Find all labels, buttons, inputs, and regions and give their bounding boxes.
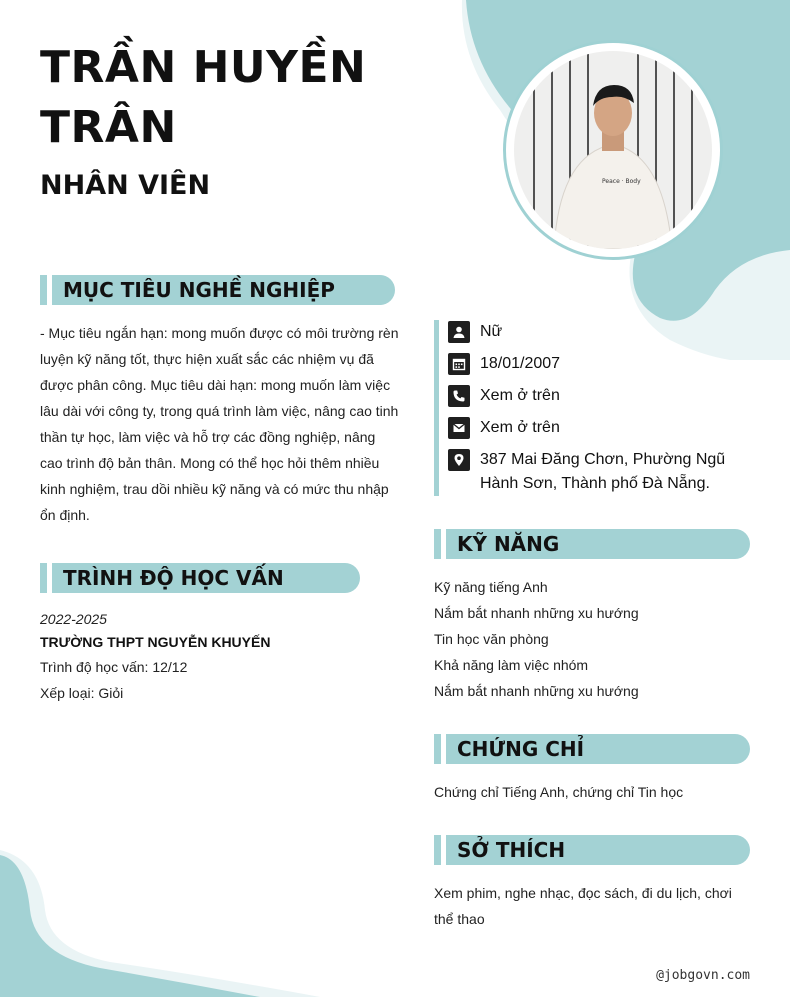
objective-text: - Mục tiêu ngắn hạn: mong muốn được có môi trường rèn luyện kỹ năng tốt, thực hiện xuất sắc các nhiệm vụ đã được phân công. Mục tiêu dài hạn: mong muốn làm việc lâu dài với công ty, trong quá trình làm việc, nâng cao tinh thần tự học, làm việc và hỗ trợ các đồng nghiệp, nâng cao trình độ bản thân. Mong có thể học hỏi thêm nhiều kinh nghiệm, trau dồi nhiều kỹ năng và có mức thu nhập ổn định.: [40, 325, 399, 523]
education-heading: TRÌNH ĐỘ HỌC VẤN: [40, 563, 360, 593]
contact-gender: Nữ: [439, 320, 759, 344]
bottom-left-blob: [0, 850, 320, 997]
contact-address: 387 Mai Đăng Chơn, Phường Ngũ Hành Sơn, Thành phố Đà Nẵng.: [439, 448, 759, 496]
contact-phone: Xem ở trên: [439, 384, 759, 408]
candidate-name-line2: TRÂN: [40, 102, 177, 153]
objective-heading: MỤC TIÊU NGHỀ NGHIỆP: [40, 275, 395, 305]
education-level: Trình độ học vấn: 12/12: [40, 659, 188, 675]
hobbies-heading: SỞ THÍCH: [434, 835, 750, 865]
contact-email: Xem ở trên: [439, 416, 759, 440]
skills-heading: KỸ NĂNG: [434, 529, 750, 559]
calendar-icon: [448, 353, 470, 375]
job-title: NHÂN VIÊN: [40, 170, 211, 201]
list-item: Kỹ năng tiếng Anh: [434, 579, 548, 595]
svg-text:Peace · Body: Peace · Body: [602, 178, 641, 185]
list-item: Tin học văn phòng: [434, 631, 549, 647]
contact-birthday: 18/01/2007: [439, 352, 759, 376]
person-icon: [448, 321, 470, 343]
location-pin-icon: [448, 449, 470, 471]
skills-list: [434, 574, 754, 704]
certificates-heading: CHỨNG CHỈ: [434, 734, 750, 764]
candidate-name: [40, 38, 420, 158]
education-years: 2022-2025: [40, 611, 107, 627]
education-entry: [40, 608, 400, 706]
avatar: [514, 51, 712, 249]
certificates-text: Chứng chỉ Tiếng Anh, chứng chỉ Tin học: [434, 784, 684, 800]
mail-icon: [448, 417, 470, 439]
hobbies-text: Xem phim, nghe nhạc, đọc sách, đi du lịch, chơi thể thao: [434, 885, 732, 927]
watermark: @jobgovn.com: [656, 968, 750, 983]
list-item: Khả năng làm việc nhóm: [434, 657, 589, 673]
education-rank: Xếp loại: Giỏi: [40, 685, 124, 701]
candidate-name-line1: TRẦN HUYỀN: [40, 42, 367, 93]
list-item: Nắm bắt nhanh những xu hướng: [434, 605, 639, 621]
list-item: Nắm bắt nhanh những xu hướng: [434, 683, 639, 699]
contact-info: [434, 320, 759, 496]
education-school: TRƯỜNG THPT NGUYỄN KHUYẾN: [40, 634, 271, 650]
phone-icon: [448, 385, 470, 407]
